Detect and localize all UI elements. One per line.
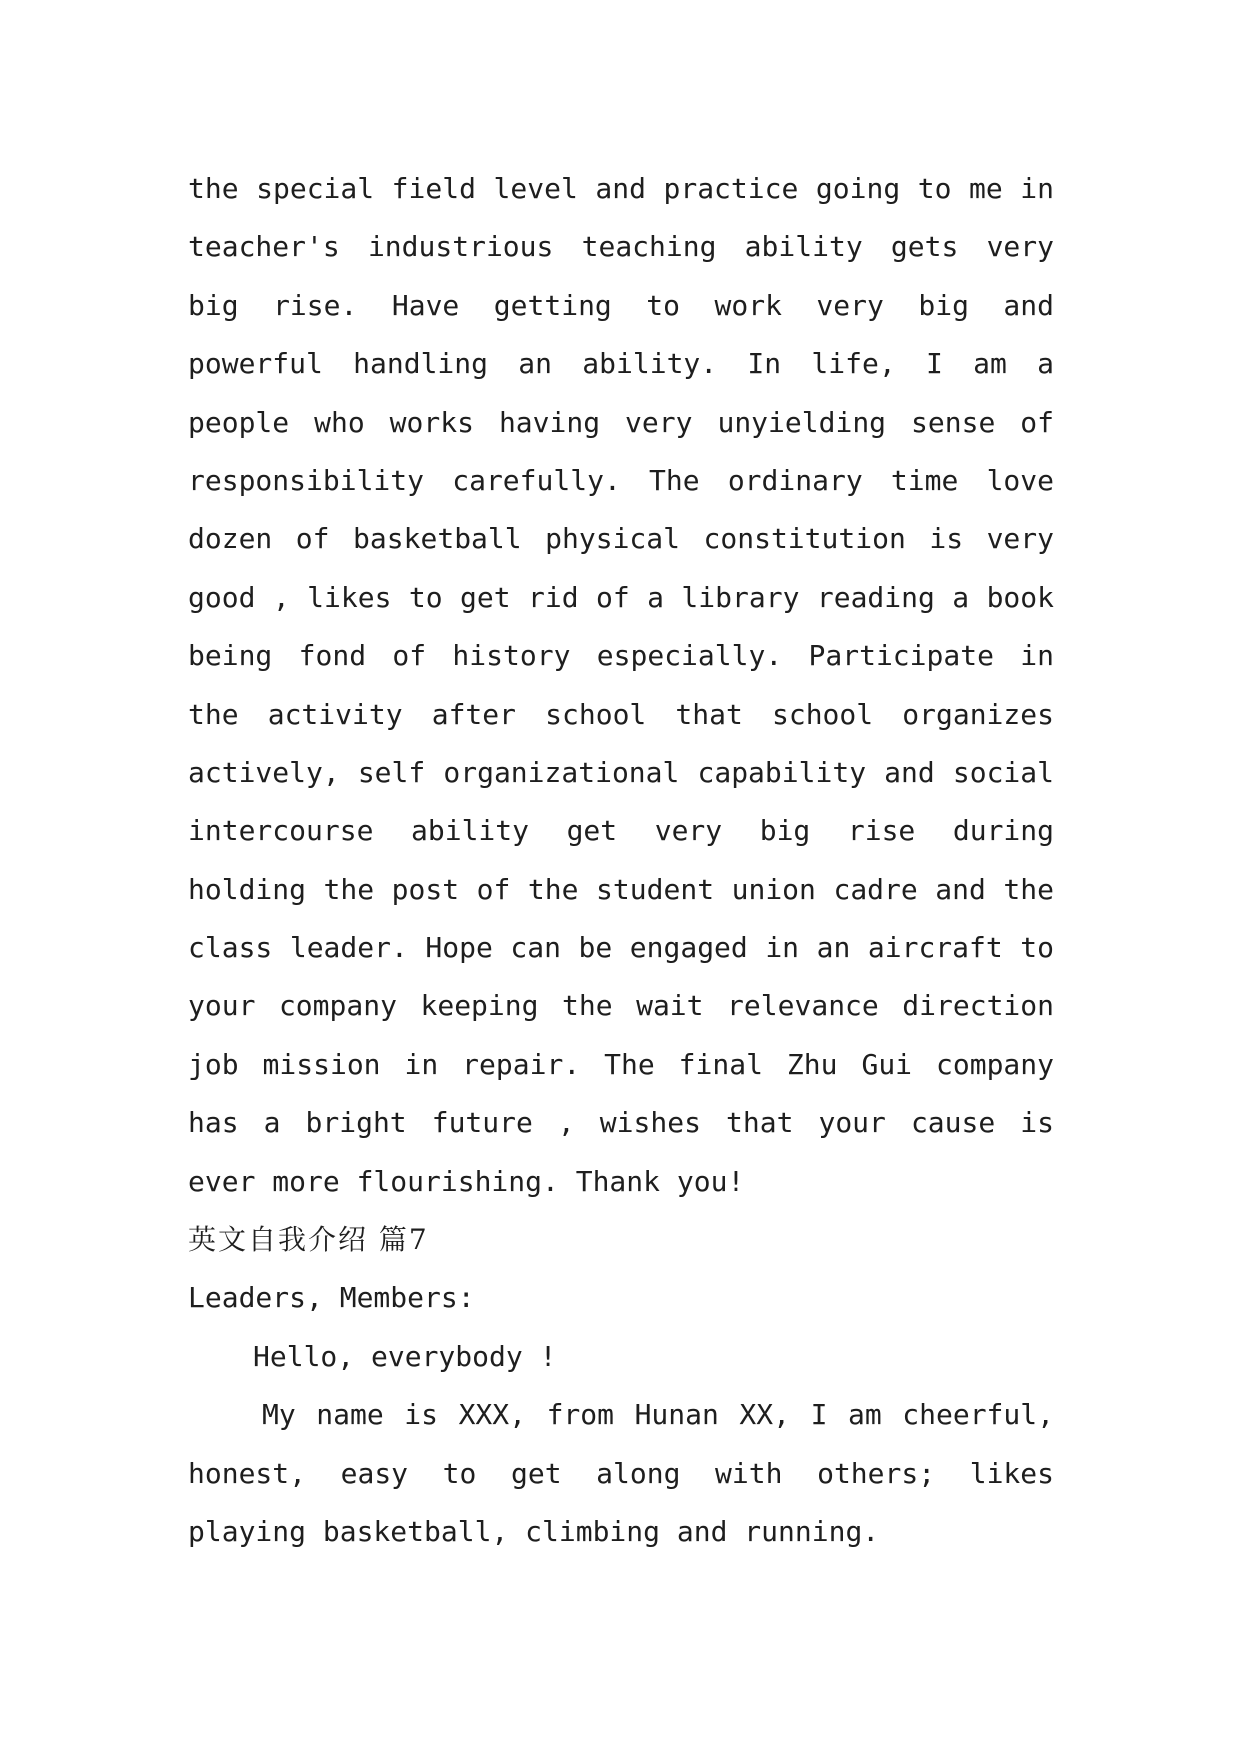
text-line: dozen of basketball physical constitution is very <box>188 522 1054 556</box>
text-line: actively, self organizational capability and social <box>188 755 1054 789</box>
text-line: playing basketball, climbing and running. <box>188 1514 880 1548</box>
text-line: My name is XXX, from Hunan XX, I am cheerful, <box>262 1398 1054 1432</box>
text-line: people who works having very unyielding sense of <box>188 405 1054 439</box>
text-line: honest, easy to get along with others; likes <box>188 1456 1054 1490</box>
text-line: holding the post of the student union cadre and the <box>188 872 1054 906</box>
text-line: being fond of history especially. Participate in <box>188 639 1054 673</box>
text-line: the activity after school that school organizes <box>188 697 1054 731</box>
text-line: job mission in repair. The final Zhu Gui company <box>188 1047 1054 1081</box>
paragraph-introduction <box>188 1386 1054 1561</box>
text-line: your company keeping the wait relevance direction <box>188 989 1054 1023</box>
text-line: powerful handling an ability. In life, I am a <box>188 347 1054 381</box>
section-heading: 英文自我介绍 篇7 <box>188 1223 429 1257</box>
salutation: Leaders, Members: <box>188 1281 475 1315</box>
text-line: responsibility carefully. The ordinary time love <box>188 463 1054 497</box>
text-line: the special field level and practice going to me in <box>188 172 1054 205</box>
text-line: ever more flourishing. Thank you! <box>188 1164 745 1198</box>
text-line: big rise. Have getting to work very big and <box>188 288 1054 322</box>
paragraph-continuation <box>188 160 1054 1211</box>
text-line: teacher's industrious teaching ability gets very <box>188 230 1054 264</box>
document-body <box>188 160 1054 1561</box>
text-line: class leader. Hope can be engaged in an aircraft to <box>188 931 1054 965</box>
text-line: intercourse ability get very big rise during <box>188 814 1054 848</box>
text-line: has a bright future , wishes that your cause is <box>188 1106 1054 1140</box>
text-line: good , likes to get rid of a library reading a book <box>188 580 1054 614</box>
greeting: Hello, everybody ! <box>253 1339 557 1373</box>
